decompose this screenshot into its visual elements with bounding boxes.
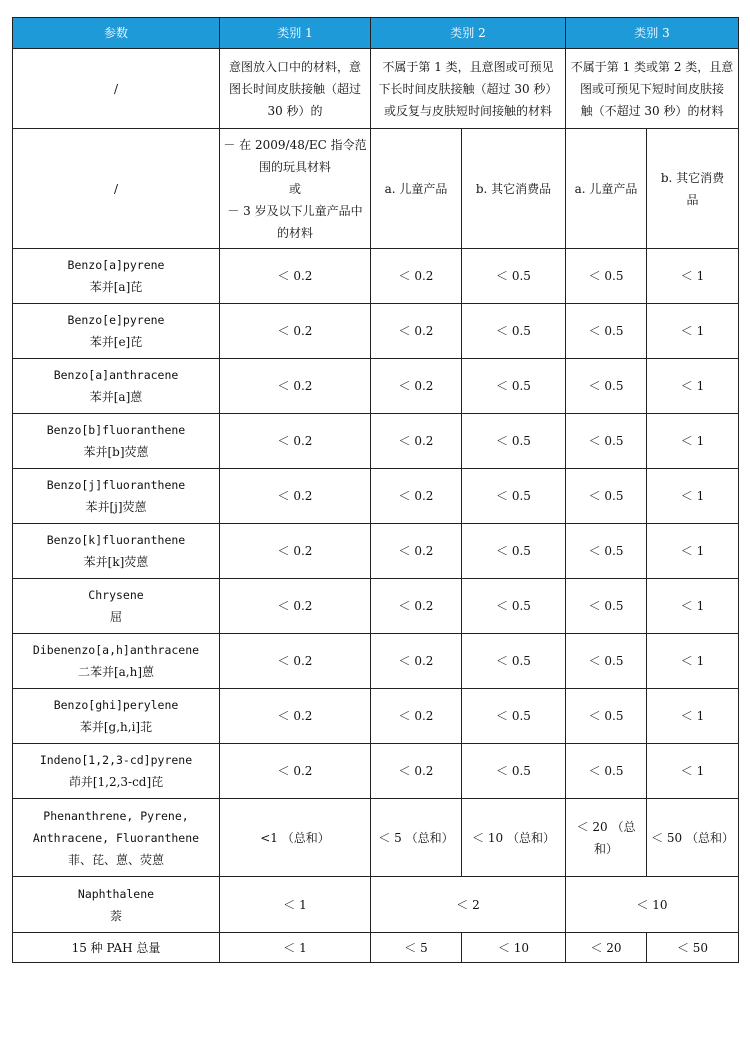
limit-value: ＜ 0.5 (566, 249, 647, 304)
limit-value: ＜ 1 (647, 249, 739, 304)
header-row (13, 18, 739, 49)
sum-row-value: ＜ 50 （总和） (647, 799, 739, 877)
description-category-2-line: 不属于第 1 类，且意图或可预见 (382, 59, 554, 74)
limit-value: ＜ 0.5 (462, 579, 566, 634)
naphthalene-row (13, 877, 739, 933)
header-category-3: 类别 3 (566, 18, 739, 49)
substance-name (13, 744, 220, 799)
limit-value: ＜ 0.2 (371, 689, 462, 744)
substance-en: Benzo[j]fluoranthene (46, 478, 186, 492)
sum-row-param (13, 799, 220, 877)
table-row (13, 634, 739, 689)
header-category-2: 类别 2 (371, 18, 566, 49)
substance-en: Benzo[a]anthracene (53, 368, 179, 382)
limit-value: ＜ 0.5 (566, 634, 647, 689)
naphthalene-param (13, 877, 220, 933)
substance-cn: 苯并[e]芘 (89, 335, 143, 349)
sum-row-en-line: Anthracene, Fluoranthene (32, 830, 200, 845)
substance-en: Benzo[a]pyrene (67, 258, 165, 272)
limit-value: ＜ 0.5 (462, 359, 566, 414)
limit-value: ＜ 0.2 (371, 744, 462, 799)
limit-value: ＜ 1 (647, 689, 739, 744)
table-row (13, 689, 739, 744)
limit-value: ＜ 0.2 (220, 634, 371, 689)
limit-value: ＜ 1 (647, 469, 739, 524)
description-category-1-line: 意图放入口中的材料，意 (228, 59, 361, 74)
sum-row-value: <1 （总和） (220, 799, 371, 877)
description-param: / (13, 49, 220, 129)
table-row (13, 744, 739, 799)
substance-en: Benzo[e]pyrene (67, 313, 165, 327)
limit-value: ＜ 0.2 (371, 414, 462, 469)
substance-name (13, 524, 220, 579)
substance-cn: 屈 (109, 610, 122, 624)
sum-row (13, 799, 739, 877)
sum-row-cn: 菲、芘、蒽、荧蒽 (67, 852, 164, 867)
limit-value: ＜ 0.5 (462, 689, 566, 744)
limit-value: ＜ 0.2 (371, 249, 462, 304)
limit-value: ＜ 0.2 (220, 689, 371, 744)
naphthalene-value-2: ＜ 2 (371, 877, 566, 933)
subcategory-category-1 (220, 129, 371, 249)
subcategory-category-1-line: 围的玩具材料 (258, 159, 331, 174)
limit-value: ＜ 0.2 (371, 359, 462, 414)
limit-value: ＜ 1 (647, 304, 739, 359)
limit-value: ＜ 0.2 (371, 304, 462, 359)
naphthalene-cn: 萘 (109, 908, 122, 923)
limit-value: ＜ 0.5 (566, 524, 647, 579)
limit-value: ＜ 1 (647, 414, 739, 469)
substance-cn: 苯并[g,h,i]苝 (79, 720, 153, 734)
header-category-1: 类别 1 (220, 18, 371, 49)
limit-value: ＜ 1 (647, 359, 739, 414)
substance-en: Dibenenzo[a,h]anthracene (32, 643, 200, 657)
limit-value: ＜ 0.2 (371, 634, 462, 689)
limit-value: ＜ 0.2 (220, 579, 371, 634)
limit-value: ＜ 0.2 (220, 304, 371, 359)
limit-value: ＜ 0.2 (220, 359, 371, 414)
subcategory-category-1-line: － 3 岁及以下儿童产品中 (227, 203, 363, 218)
limit-value: ＜ 0.5 (566, 689, 647, 744)
table-row (13, 524, 739, 579)
sum-row-value: ＜ 20 （总和） (566, 799, 647, 877)
substance-en: Benzo[k]fluoranthene (46, 533, 186, 547)
table-row (13, 414, 739, 469)
total-label: 15 种 PAH 总量 (13, 933, 220, 963)
subcategory-category-1-line: 的材料 (276, 225, 313, 240)
substance-name (13, 689, 220, 744)
description-category-2-line: 或反复与皮肤短时间接触的材料 (384, 103, 553, 118)
limit-value: ＜ 0.5 (462, 469, 566, 524)
limit-value: ＜ 0.5 (566, 579, 647, 634)
pah-limits-table (12, 17, 739, 963)
subcategory-category-1-line: 或 (288, 181, 301, 196)
total-value: ＜ 50 (647, 933, 739, 963)
substance-cn: 苯并[b]荧蒽 (83, 445, 149, 459)
limit-value: ＜ 1 (647, 524, 739, 579)
description-category-3 (566, 49, 739, 129)
subcategory-3b-line: 品 (686, 192, 699, 207)
limit-value: ＜ 0.5 (566, 469, 647, 524)
total-value: ＜ 20 (566, 933, 647, 963)
limit-value: ＜ 0.5 (566, 414, 647, 469)
description-category-3-line: 不属于第 1 类或第 2 类，且意 (570, 59, 734, 74)
substance-name (13, 469, 220, 524)
subcategory-2a: a. 儿童产品 (371, 129, 462, 249)
substance-cn: 茚并[1,2,3-cd]芘 (68, 775, 164, 789)
limit-value: ＜ 1 (647, 579, 739, 634)
substance-cn: 二苯并[a,h]蒽 (77, 665, 155, 679)
limit-value: ＜ 0.2 (220, 524, 371, 579)
naphthalene-value-1: ＜ 1 (220, 877, 371, 933)
limit-value: ＜ 0.2 (220, 744, 371, 799)
description-category-3-line: 触（不超过 30 秒）的材料 (580, 103, 724, 118)
total-value: ＜ 1 (220, 933, 371, 963)
limit-value: ＜ 0.5 (566, 359, 647, 414)
naphthalene-en: Naphthalene (77, 886, 155, 901)
substance-cn: 苯并[k]荧蒽 (83, 555, 149, 569)
sum-row-en-line: Phenanthrene, Pyrene, (43, 808, 189, 823)
substance-en: Indeno[1,2,3-cd]pyrene (39, 753, 193, 767)
naphthalene-value-3: ＜ 10 (566, 877, 739, 933)
limit-value: ＜ 0.2 (371, 469, 462, 524)
subcategory-3b (647, 129, 739, 249)
header-param: 参数 (13, 18, 220, 49)
substance-name (13, 414, 220, 469)
substance-en: Benzo[b]fluoranthene (46, 423, 186, 437)
subcategory-row (13, 129, 739, 249)
description-category-1-line: 图长时间皮肤接触（超过 (228, 81, 361, 96)
limit-value: ＜ 0.5 (462, 634, 566, 689)
table-row (13, 249, 739, 304)
limit-value: ＜ 0.5 (462, 304, 566, 359)
limit-value: ＜ 0.5 (462, 249, 566, 304)
description-category-1 (220, 49, 371, 129)
substance-name (13, 304, 220, 359)
limit-value: ＜ 0.5 (566, 744, 647, 799)
substance-name (13, 359, 220, 414)
substance-cn: 苯并[a]蒽 (89, 390, 143, 404)
substance-en: Benzo[ghi]perylene (53, 698, 179, 712)
pah-rows (13, 249, 739, 799)
table-row (13, 579, 739, 634)
total-value: ＜ 5 (371, 933, 462, 963)
table-row (13, 304, 739, 359)
limit-value: ＜ 0.2 (220, 469, 371, 524)
limit-value: ＜ 0.2 (220, 414, 371, 469)
table-row (13, 469, 739, 524)
sum-row-value: ＜ 10 （总和） (462, 799, 566, 877)
substance-name (13, 634, 220, 689)
limit-value: ＜ 1 (647, 634, 739, 689)
subcategory-3a: a. 儿童产品 (566, 129, 647, 249)
subcategory-3b-line: b. 其它消费 (660, 170, 725, 185)
total-row (13, 933, 739, 963)
subcategory-param: / (13, 129, 220, 249)
substance-name (13, 249, 220, 304)
subcategory-2b: b. 其它消费品 (462, 129, 566, 249)
description-category-2 (371, 49, 566, 129)
substance-en: Chrysene (88, 588, 144, 602)
total-value: ＜ 10 (462, 933, 566, 963)
table-row (13, 359, 739, 414)
subcategory-category-1-line: － 在 2009/48/EC 指令范 (223, 137, 367, 152)
limit-value: ＜ 0.5 (462, 414, 566, 469)
description-category-3-line: 图或可预见下短时间皮肤接 (580, 81, 725, 96)
limit-value: ＜ 0.2 (220, 249, 371, 304)
substance-name (13, 579, 220, 634)
limit-value: ＜ 0.5 (566, 304, 647, 359)
limit-value: ＜ 0.5 (462, 744, 566, 799)
substance-cn: 苯并[a]芘 (89, 280, 143, 294)
description-row (13, 49, 739, 129)
limit-value: ＜ 0.2 (371, 524, 462, 579)
sum-row-value: ＜ 5 （总和） (371, 799, 462, 877)
substance-cn: 苯并[j]荧蒽 (85, 500, 147, 514)
description-category-1-line: 30 秒）的 (267, 103, 323, 118)
limit-value: ＜ 0.2 (371, 579, 462, 634)
limit-value: ＜ 0.5 (462, 524, 566, 579)
description-category-2-line: 下长时间皮肤接触（超过 30 秒） (378, 81, 558, 96)
limit-value: ＜ 1 (647, 744, 739, 799)
